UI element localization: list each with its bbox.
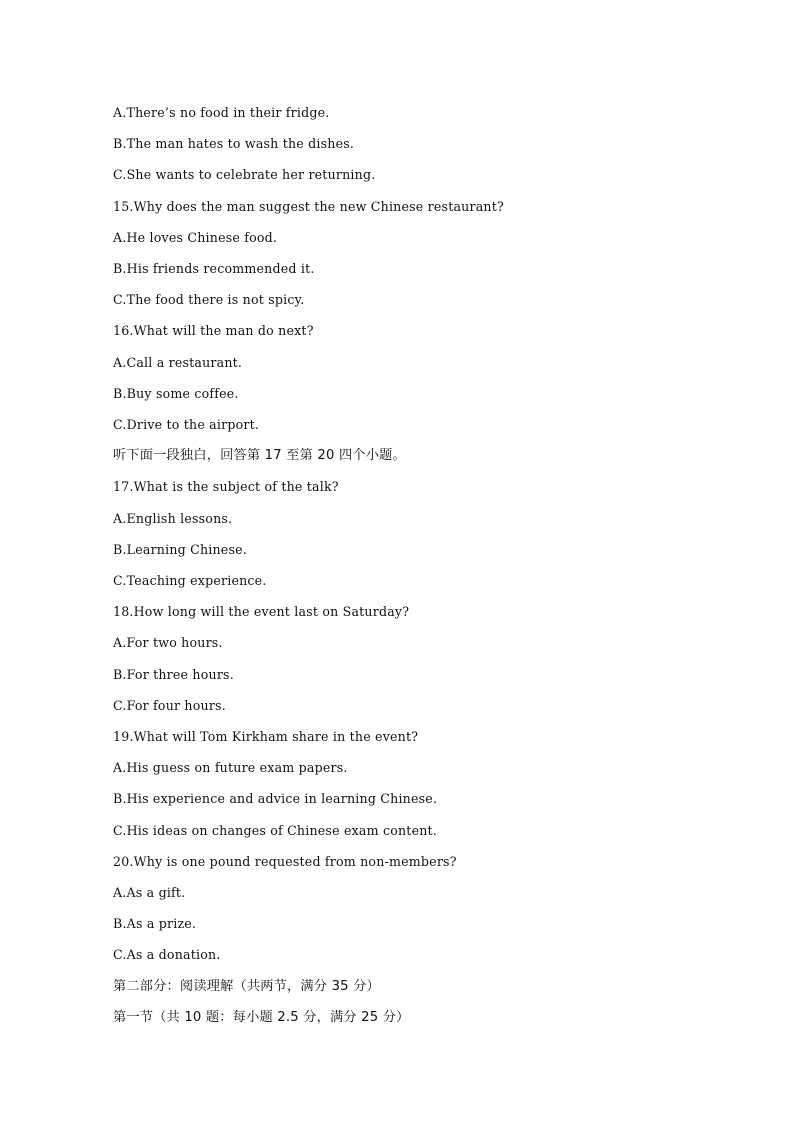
text-line: C.For four hours. [113,698,226,713]
text-line: 17.What is the subject of the talk? [113,479,339,494]
text-line: C.She wants to celebrate her returning. [113,167,376,182]
text-line: A.As a gift. [113,885,186,900]
section-heading: 第二部分：阅读理解（共两节，满分 35 分） [113,979,380,994]
text-line: 20.Why is one pound requested from non-members? [113,854,457,869]
text-line: A.Call a restaurant. [113,355,243,370]
text-line: 16.What will the man do next? [113,323,314,338]
text-line: B.Buy some coffee. [113,386,239,401]
text-line: 19.What will Tom Kirkham share in the event? [113,729,419,744]
text-line: A.For two hours. [113,635,223,650]
text-line: 18.How long will the event last on Saturday? [113,604,410,619]
text-line: A.English lessons. [113,511,233,526]
section-heading: 第一节（共 10 题：每小题 2.5 分，满分 25 分） [113,1010,410,1025]
text-line: A.There’s no food in their fridge. [113,105,330,120]
text-line: C.Teaching experience. [113,573,267,588]
text-line: A.He loves Chinese food. [113,230,278,245]
text-line: C.The food there is not spicy. [113,292,305,307]
section-heading: 听下面一段独白，回答第 17 至第 20 四个小题。 [113,448,406,463]
text-line: B.As a prize. [113,916,197,931]
text-line: C.Drive to the airport. [113,417,260,432]
text-line: B.Learning Chinese. [113,542,247,557]
text-line: C.As a donation. [113,947,221,962]
text-line: C.His ideas on changes of Chinese exam content. [113,823,437,838]
text-line: B.For three hours. [113,667,234,682]
text-line: B.The man hates to wash the dishes. [113,136,355,151]
text-line: B.His experience and advice in learning Chinese. [113,791,438,806]
text-line: A.His guess on future exam papers. [113,760,348,775]
text-line: 15.Why does the man suggest the new Chinese restaurant? [113,199,504,214]
text-line: B.His friends recommended it. [113,261,315,276]
